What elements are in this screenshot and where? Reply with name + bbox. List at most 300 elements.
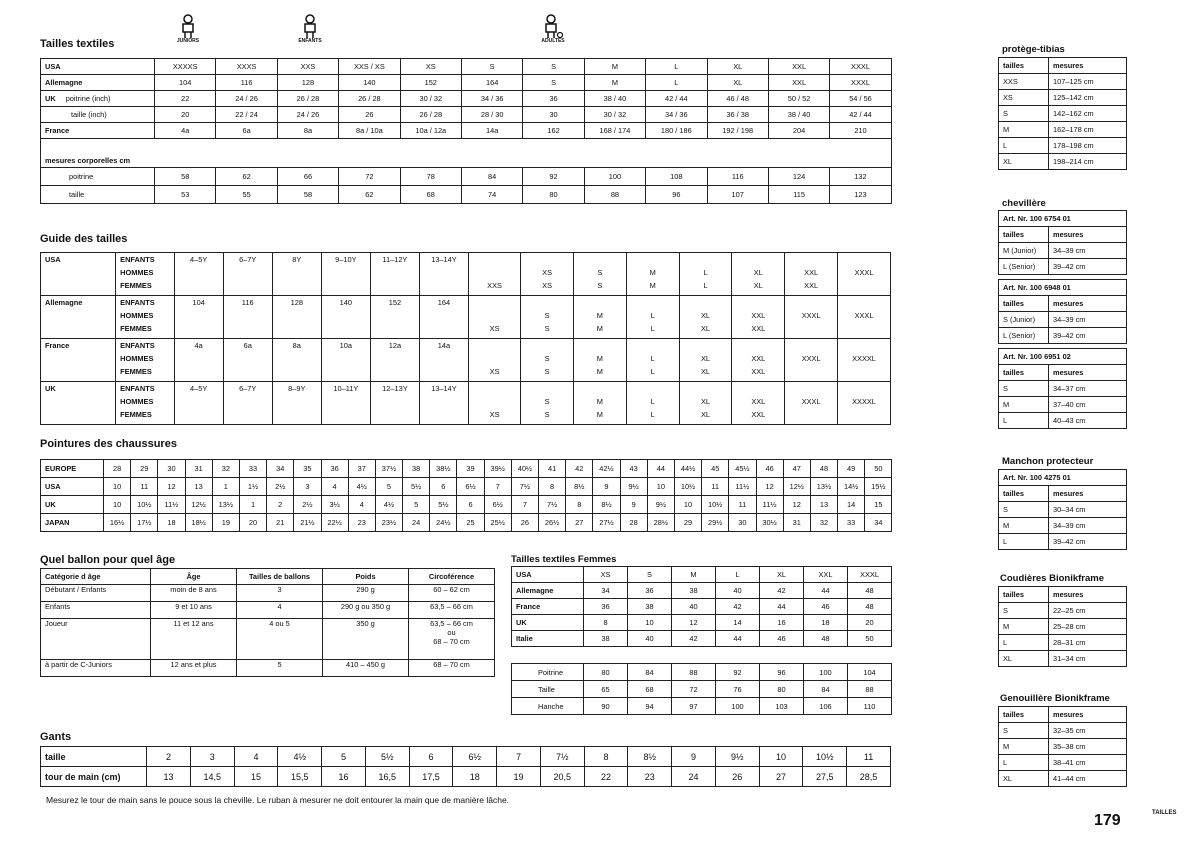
shoe-size: 23½ [375, 514, 402, 532]
shoe-size: 21 [267, 514, 294, 532]
size-cell: 10 [628, 615, 672, 631]
measure-cell: 72 [339, 168, 400, 186]
shoe-size: 35 [294, 460, 321, 478]
side-cell: L [999, 413, 1049, 429]
adult-size: XS [468, 382, 520, 425]
side-cell: 22–25 cm [1049, 603, 1127, 619]
measure-cell: 103 [760, 698, 804, 715]
sleeve-table [998, 469, 1127, 550]
kids-size: 116 [223, 296, 272, 339]
measure-cell: 68 [628, 681, 672, 698]
column-header: Catégorie d âge [41, 569, 151, 585]
ball-cell: 350 g [323, 619, 409, 660]
side-cell: S [999, 381, 1049, 397]
shoe-size: 21½ [294, 514, 321, 532]
measure-cell: 80 [760, 681, 804, 698]
size-cell: 30 / 32 [400, 91, 461, 107]
shoe-size: 10 [647, 478, 674, 496]
size-cell: 104 [155, 75, 216, 91]
column-header: Circoférence [409, 569, 495, 585]
women-measure-row [512, 664, 892, 681]
size-cell: 36 [584, 599, 628, 615]
side-cell: M [999, 619, 1049, 635]
shoe-size: 11½ [158, 496, 185, 514]
guide-block-row [41, 253, 891, 296]
adult-size: XXL XXL [732, 339, 785, 382]
glove-cell: 17,5 [409, 767, 453, 787]
shin-table [998, 57, 1127, 170]
shoe-size: 37½ [375, 460, 402, 478]
article-row [999, 470, 1127, 486]
side-cell: L (Senior) [999, 259, 1049, 275]
guide-block-row [41, 382, 891, 425]
side-cell: 162–178 cm [1049, 122, 1127, 138]
country-label: UK [41, 382, 116, 425]
gender-label: FEMMES [120, 410, 152, 419]
size-cell: 44 [804, 583, 848, 599]
shoe-size: 10 [104, 496, 131, 514]
article-number: Art. Nr. 100 6754 01 [999, 211, 1127, 227]
size-cell: 14a [461, 123, 522, 139]
ball-cell: 5 [237, 660, 323, 677]
shoe-size: 30 [158, 460, 185, 478]
shoe-size: 9 [593, 478, 620, 496]
shoe-size: 12 [756, 478, 783, 496]
side-row [999, 154, 1127, 170]
side-cell: S [999, 603, 1049, 619]
shoe-size: 27½ [593, 514, 620, 532]
women-title: Tailles textiles Femmes [511, 554, 617, 565]
ball-cell: 68 – 70 cm [409, 660, 495, 677]
ball-header-row [41, 569, 495, 585]
shoe-size: 30½ [756, 514, 783, 532]
size-cell: 116 [216, 75, 277, 91]
shoe-size: 7½ [539, 496, 566, 514]
side-cell: XL [999, 651, 1049, 667]
size-cell: 12 [672, 615, 716, 631]
side-cell: 30–34 cm [1049, 502, 1127, 518]
measure-cell: 78 [400, 168, 461, 186]
adult-size: L L [626, 382, 679, 425]
shoe-size: 42½ [593, 460, 620, 478]
kids-size: 13–14Y [419, 253, 468, 296]
size-cell: XXS / XS [339, 59, 400, 75]
column-header: Tailles de ballons [237, 569, 323, 585]
shoe-size: 8 [566, 496, 593, 514]
size-cell: 16 [760, 615, 804, 631]
kids-size: 9–10Y [321, 253, 370, 296]
adult-size: M M [573, 382, 626, 425]
guide-table [40, 252, 891, 425]
kids-size: 152 [370, 296, 419, 339]
ball-row [41, 619, 495, 660]
side-cell: L [999, 138, 1049, 154]
sleeve-title: Manchon protecteur [1002, 456, 1094, 467]
size-cell: M [584, 59, 645, 75]
adult-size: XXXXL [838, 382, 891, 425]
size-cell: 36 [523, 91, 584, 107]
size-cell: 168 / 174 [584, 123, 645, 139]
column-header: tailles [999, 365, 1049, 381]
side-cell: S [999, 723, 1049, 739]
size-cell: 48 [848, 583, 892, 599]
glove-cell: 7 [497, 747, 541, 767]
size-cell: XS [584, 567, 628, 583]
size-cell: 44 [716, 631, 760, 647]
adult-size: XXXL [838, 296, 891, 339]
shoe-size: 22½ [321, 514, 348, 532]
adult-size: XXXXL [838, 339, 891, 382]
adult-size: XXL XXL [732, 296, 785, 339]
size-cell: 34 [584, 583, 628, 599]
shoe-size: 33 [239, 460, 266, 478]
side-cell: M [999, 397, 1049, 413]
shoe-size: 9½ [620, 478, 647, 496]
size-cell: 30 [523, 107, 584, 123]
adult-size: XXXL [785, 382, 838, 425]
shoe-size: 28 [104, 460, 131, 478]
ball-title: Quel ballon pour quel âge [40, 554, 176, 566]
kids-group [290, 14, 330, 44]
size-cell: 50 [848, 631, 892, 647]
size-cell: 152 [400, 75, 461, 91]
side-cell: M [999, 518, 1049, 534]
adult-size: M M [573, 339, 626, 382]
side-row [999, 122, 1127, 138]
shoe-size: 8 [539, 478, 566, 496]
shoe-system-label: UK [41, 496, 104, 514]
side-cell: XXS [999, 74, 1049, 90]
side-row [999, 518, 1127, 534]
country-label: UK [45, 94, 56, 103]
size-cell: 8 [584, 615, 628, 631]
side-cell: 39–42 cm [1049, 328, 1127, 344]
shoe-size: 45 [702, 460, 729, 478]
textile-row [41, 107, 892, 123]
gender-label: FEMMES [120, 281, 152, 290]
measure-cell: 88 [584, 186, 645, 204]
glove-cell: 26 [715, 767, 759, 787]
measure-cell: 90 [584, 698, 628, 715]
shoe-size: 11½ [756, 496, 783, 514]
side-cell: 38–41 cm [1049, 755, 1127, 771]
measure-cell: 84 [461, 168, 522, 186]
measure-label: taille [41, 186, 155, 204]
glove-cell: 5½ [365, 747, 409, 767]
side-cell: XS [999, 90, 1049, 106]
measure-label: poitrine [41, 168, 155, 186]
shoe-size: 41 [539, 460, 566, 478]
guide-block-row [41, 296, 891, 339]
size-cell: 42 [716, 599, 760, 615]
measure-cell: 106 [804, 698, 848, 715]
article-row [999, 211, 1127, 227]
article-number: Art. Nr. 100 6951 02 [999, 349, 1127, 365]
gender-label: FEMMES [120, 324, 152, 333]
gloves-table [40, 746, 891, 787]
column-header: tailles [999, 227, 1049, 243]
size-cell: XXS [277, 59, 338, 75]
side-cell: 40–43 cm [1049, 413, 1127, 429]
adult-size: XL XL [679, 296, 732, 339]
textile-row [41, 123, 892, 139]
glove-cell: 19 [497, 767, 541, 787]
shoe-size: 30 [729, 514, 756, 532]
size-cell: XXXL [830, 75, 891, 91]
side-cell: 28–31 cm [1049, 635, 1127, 651]
measure-cell: 74 [461, 186, 522, 204]
measure-cell: 115 [768, 186, 829, 204]
group-label-juniors: JUNIORS [176, 38, 200, 44]
row-label: USA [41, 59, 155, 75]
shoe-size: 36 [321, 460, 348, 478]
glove-cell: 16,5 [365, 767, 409, 787]
shoe-size: 9 [620, 496, 647, 514]
spacer [999, 429, 1127, 434]
measure-cell: 58 [155, 168, 216, 186]
shoe-size: 1½ [239, 478, 266, 496]
size-cell: 48 [848, 599, 892, 615]
textile-row [41, 59, 892, 75]
measure-cell: 92 [523, 168, 584, 186]
shoe-size: 12½ [185, 496, 212, 514]
row-label: France [41, 123, 155, 139]
kids-size: 8–9Y [272, 382, 321, 425]
size-cell: S [523, 59, 584, 75]
side-cell: 39–42 cm [1049, 259, 1127, 275]
side-cell: XL [999, 154, 1049, 170]
kids-size: 164 [419, 296, 468, 339]
shoe-size: 38 [403, 460, 430, 478]
shoe-size: 11 [729, 496, 756, 514]
shoe-size: 3 [294, 478, 321, 496]
gender-label: FEMMES [120, 367, 152, 376]
adult-size: XL XL [732, 253, 785, 296]
glove-cell: 20,5 [540, 767, 584, 787]
women-row [512, 615, 892, 631]
textile-row [41, 75, 892, 91]
side-row [999, 619, 1127, 635]
size-cell: M [584, 75, 645, 91]
country-label: Allemagne [41, 296, 116, 339]
measure-cell: 116 [707, 168, 768, 186]
column-header: tailles [999, 296, 1049, 312]
shoe-size: 37 [348, 460, 375, 478]
side-header-row [999, 58, 1127, 74]
shoe-size: 26 [511, 514, 538, 532]
side-row [999, 502, 1127, 518]
measure-label: Poitrine [512, 664, 584, 681]
glove-cell: 11 [847, 747, 891, 767]
size-cell: 26 / 28 [339, 91, 400, 107]
shoe-size: 32 [212, 460, 239, 478]
shoe-size: 5½ [430, 496, 457, 514]
size-cell: 18 [804, 615, 848, 631]
ankle-title: chevillère [1002, 198, 1046, 209]
shoe-size: 5 [403, 496, 430, 514]
shoe-row [41, 496, 892, 514]
adult-size: M M [573, 296, 626, 339]
kids-size: 8Y [272, 253, 321, 296]
measure-cell: 92 [716, 664, 760, 681]
side-cell: 142–162 cm [1049, 106, 1127, 122]
size-cell: 140 [339, 75, 400, 91]
shoe-size: 14½ [838, 478, 865, 496]
shoe-size: 49 [838, 460, 865, 478]
measure-cell: 84 [628, 664, 672, 681]
shoe-size: 28 [620, 514, 647, 532]
kids-size: 4a [174, 339, 223, 382]
column-header: Âge [151, 569, 237, 585]
glove-cell: 8 [584, 747, 628, 767]
shoe-size: 15 [865, 496, 892, 514]
size-cell: 20 [848, 615, 892, 631]
measure-cell: 110 [848, 698, 892, 715]
glove-cell: 8½ [628, 747, 672, 767]
shoe-size: 20 [239, 514, 266, 532]
glove-cell: 7½ [540, 747, 584, 767]
spacer [999, 429, 1127, 434]
size-cell: 46 [760, 631, 804, 647]
measure-cell: 84 [804, 681, 848, 698]
ankle-table [998, 210, 1127, 433]
glove-cell: 23 [628, 767, 672, 787]
side-cell: S (Junior) [999, 312, 1049, 328]
country-label: France [41, 339, 116, 382]
kids-size: 11–12Y [370, 253, 419, 296]
side-row [999, 755, 1127, 771]
side-header-row [999, 587, 1127, 603]
junior-group [168, 14, 208, 44]
kids-size: 6–7Y [223, 382, 272, 425]
measure-cell: 80 [584, 664, 628, 681]
side-row [999, 413, 1127, 429]
shoe-size: 4 [348, 496, 375, 514]
shoe-size: 11 [131, 478, 158, 496]
shoe-size: 23 [348, 514, 375, 532]
ball-cell: 4 [237, 602, 323, 619]
shoe-size: 11½ [729, 478, 756, 496]
shoe-size: 4 [321, 478, 348, 496]
size-cell: 10a / 12a [400, 123, 461, 139]
side-row [999, 106, 1127, 122]
shoe-size: 13 [810, 496, 837, 514]
size-cell: 42 / 44 [646, 91, 707, 107]
column-header: mesures [1049, 707, 1127, 723]
size-cell: 38 / 40 [768, 107, 829, 123]
textile-row [41, 91, 892, 107]
measure-cell: 108 [646, 168, 707, 186]
ball-cell: Joueur [41, 619, 151, 660]
shoe-size: 7½ [511, 478, 538, 496]
side-cell: 34–37 cm [1049, 381, 1127, 397]
textile-table [40, 58, 892, 204]
side-row [999, 635, 1127, 651]
gender-label: ENFANTS [120, 298, 155, 307]
glove-cell: 9½ [715, 747, 759, 767]
gender-labels [116, 339, 174, 382]
column-header: mesures [1049, 296, 1127, 312]
shoe-size: 29½ [702, 514, 729, 532]
shoe-size: 2½ [267, 478, 294, 496]
glove-cell: 3 [190, 747, 234, 767]
gender-label: HOMMES [120, 311, 154, 320]
size-cell: 38 / 40 [584, 91, 645, 107]
shoe-size: 45½ [729, 460, 756, 478]
side-header-row [999, 296, 1127, 312]
measure-cell: 55 [216, 186, 277, 204]
kids-size: 6–7Y [223, 253, 272, 296]
measure-cell: 100 [584, 168, 645, 186]
adult-size: XS XS [521, 253, 574, 296]
measure-cell: 132 [830, 168, 891, 186]
kids-size: 14a [419, 339, 468, 382]
size-cell: 8a / 10a [339, 123, 400, 139]
glove-cell: 15,5 [278, 767, 322, 787]
side-cell: 41–44 cm [1049, 771, 1127, 787]
size-cell: XS [400, 59, 461, 75]
shoe-size: 34 [267, 460, 294, 478]
shin-title: protège-tibias [1002, 44, 1065, 55]
size-cell: M [672, 567, 716, 583]
size-cell: S [523, 75, 584, 91]
gender-label: HOMMES [120, 397, 154, 406]
shoe-row [41, 460, 892, 478]
shoes-table [40, 459, 892, 532]
shoe-size: 2½ [294, 496, 321, 514]
shoe-size: 10 [674, 496, 701, 514]
guide-title: Guide des tailles [40, 233, 128, 245]
measure-cell: 124 [768, 168, 829, 186]
size-cell: 38 [628, 599, 672, 615]
adult-size: XXXL [785, 339, 838, 382]
ball-cell: à partir de C-Juniors [41, 660, 151, 677]
gender-labels [116, 296, 174, 339]
glove-label: taille [41, 747, 147, 767]
adult-size: M M [626, 253, 679, 296]
group-label-enfants: ENFANTS [298, 38, 322, 44]
shoe-size: 2 [267, 496, 294, 514]
gender-label: ENFANTS [120, 341, 155, 350]
elbow-table [998, 586, 1127, 667]
size-cell: 40 [628, 631, 672, 647]
shoe-size: 25½ [484, 514, 511, 532]
side-row [999, 651, 1127, 667]
side-cell: 37–40 cm [1049, 397, 1127, 413]
measure-cell: 104 [848, 664, 892, 681]
ball-cell: 4 ou 5 [237, 619, 323, 660]
size-cell: 40 [716, 583, 760, 599]
women-measure-row [512, 681, 892, 698]
gender-labels [116, 382, 174, 425]
country-label: USA [41, 253, 116, 296]
shoe-size: 8½ [593, 496, 620, 514]
measure-cell: 62 [339, 186, 400, 204]
country-label: France [512, 599, 584, 615]
shoe-size: 29 [131, 460, 158, 478]
size-cell: L [716, 567, 760, 583]
knee-table [998, 706, 1127, 787]
kids-size: 12a [370, 339, 419, 382]
shoe-size: 13 [185, 478, 212, 496]
article-row [999, 280, 1127, 296]
side-cell: 34–39 cm [1049, 518, 1127, 534]
country-label: Allemagne [512, 583, 584, 599]
column-header: tailles [999, 587, 1049, 603]
shoe-size: 27 [566, 514, 593, 532]
shoe-size: 7 [484, 478, 511, 496]
measure-cell: 76 [716, 681, 760, 698]
